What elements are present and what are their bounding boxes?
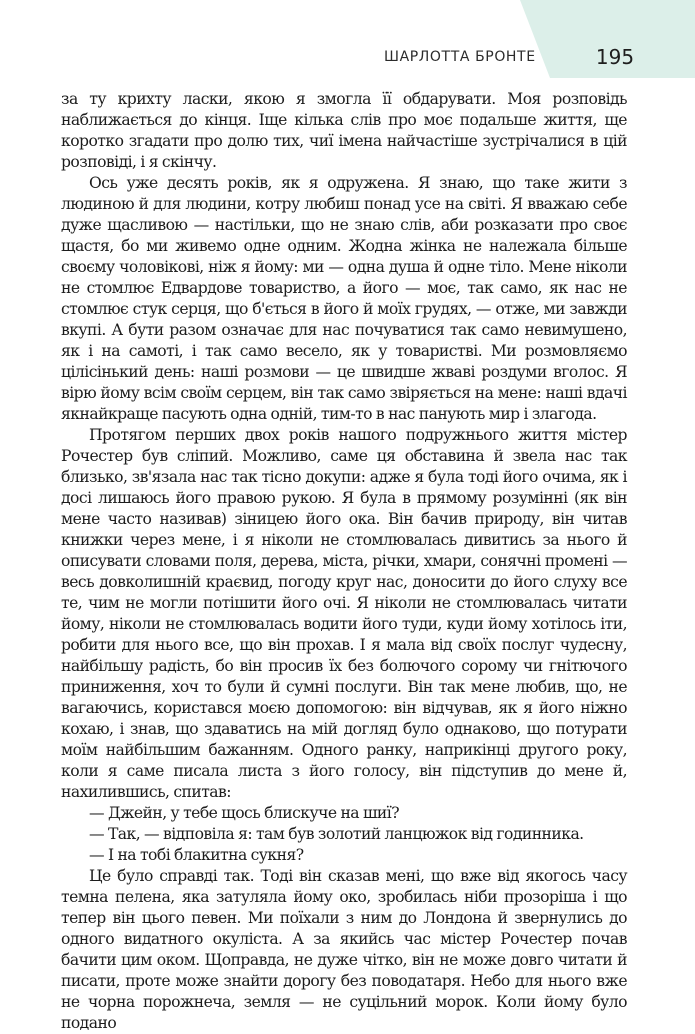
dialogue-line-2: — Так, — відповіла я: там був золотий ланцюжок від годинника. (89, 825, 584, 843)
paragraph-1: за ту крихту ласки, якою я змогла її обдарувати. Моя розповідь наближається до кінця. Іще кілька слів про моє подальше життя, ще коротко згадати про долю тих, чиї імена найчастіше зустрічалися в цій розповіді, і я скінчу. (61, 90, 627, 171)
running-head: ШАРЛОТТА БРОНТЕ (384, 49, 536, 65)
paragraph-2: Ось уже десять років, як я одружена. Я знаю, що таке жити з людиною й для людини, котру любиш понад усе на світі. Я вважаю себе дуже щасливою — настільки, що не знаю слів, аби розказати про своє щастя, бо ми живемо одне одним. Жодна жінка не належала більше своєму чоловікові, ніж я йому: ми — одна душа й одне тіло. Мене ніколи не стомлює Едвардове товариство, а його — моє, так само, як нас не стомлює стук серця, що б'ється в його й моїх грудях, — отже, ми завжди вкупі. А бути разом означає для нас почуватися так само невимушено, як і на самоті, і так само весело, як у товаристві. Ми розмовляємо цілісінький день: наші розмови — це швидше жваві роздуми вголос. Я вірю йому всім своїм серцем, він так само звіряється на мене: наші вдачі якнайкраще пасують одна одній, тим-то в нас панують мир і злагода. (61, 174, 627, 423)
page-number: 195 (595, 45, 635, 69)
dialogue-line-1: — Джейн, у тебе щось блискуче на шиї? (89, 804, 399, 822)
paragraph-4: Це було справді так. Тоді він сказав мені, що вже від якогось часу темна пелена, яка затуляла йому око, зробилась ніби прозоріша і що тепер він цього певен. Ми поїхали з ним до Лондона й звернулись до одного видатного окуліста. А за якийсь час містер Рочестер почав бачити цим оком. Щоправда, не дуже чітко, він не може довго читати й писати, проте може знайти дорогу без поводатаря. Небо для нього вже не чорна порожнеча, земля — не суцільний морок. Коли йому було подано (61, 867, 627, 1032)
dialogue-line-3: — І на тобі блакитна сукня? (89, 846, 304, 864)
paragraph-3: Протягом перших двох років нашого подружнього життя містер Рочестер був сліпий. Можливо, саме ця обставина й звела нас так близько, зв'язала нас так тісно докупи: адже я була тоді його очима, як і досі лишаюсь його правою рукою. Я була в прямому розумінні (як він мене часто називав) зіницею його ока. Він бачив природу, він читав книжки через мене, і я ніколи не стомлювалась дивитись за нього й описувати словами поля, дерева, міста, річки, хмари, сонячні промені — весь довколишній краєвид, погоду круг нас, доносити до його слуху все те, чим не могли потішити його очі. Я ніколи не стомлювалась читати йому, ніколи не стомлювалась водити його туди, куди йому хотілось іти, робити для нього все, що він прохав. І я мала від своїх послуг чудесну, найбільшу радість, бо він просив їх без болючого сорому чи гнітючого приниження, хоч то були й сумні послуги. Він так мене любив, що, не вагаючись, користався моєю допомогою: він відчував, як я його ніжно кохаю, і знав, що здаватись на мій догляд було однаково, що потурати моїм найбільшим бажанням. Одного ранку, наприкінці другого року, коли я саме писала листа з його голосу, він підступив до мене й, нахилившись, спитав: (61, 426, 627, 801)
text-body (61, 89, 627, 1034)
